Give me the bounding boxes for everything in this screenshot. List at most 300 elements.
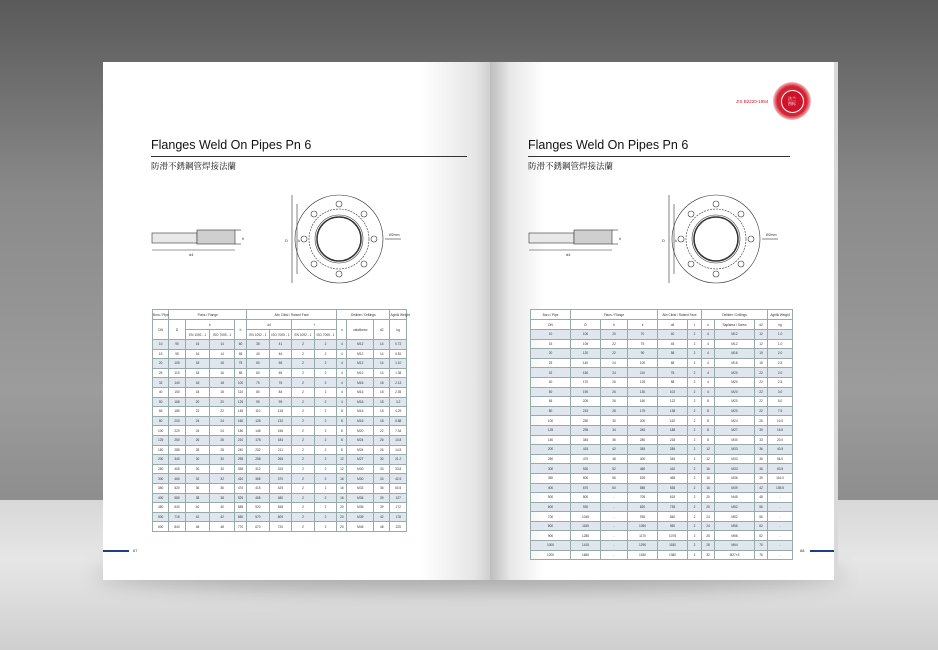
hdr-drillings: Delikler / Drillings (337, 310, 390, 320)
table-cell: 1075 (658, 531, 688, 541)
table-cell: M16 (715, 358, 755, 368)
table-cell: 200 (531, 445, 571, 455)
table-cell: 80 (247, 387, 270, 397)
table-cell: M36 (715, 473, 755, 483)
table-cell: 2 (688, 550, 702, 560)
table-row (531, 502, 793, 512)
table-cell: 125 (628, 377, 658, 387)
hdr-flange: Flans / Flange (571, 310, 658, 320)
table-row (531, 397, 793, 407)
table-cell: 250 (571, 416, 601, 426)
table-cell: 118 (269, 407, 292, 417)
table-row (531, 454, 793, 464)
table-cell: 36 (755, 445, 768, 455)
table-cell: 175 (628, 406, 658, 416)
table-cell: 670 (247, 522, 270, 532)
table-cell: - (768, 521, 793, 531)
table-cell: 148 (247, 426, 270, 436)
table-cell: 400 (628, 454, 658, 464)
table-cell: 26 (210, 435, 235, 445)
table-cell: 110 (628, 368, 658, 378)
table-row (153, 483, 407, 493)
table-cell: M64 (715, 541, 755, 551)
table-cell: M12 (347, 349, 374, 359)
table-cell: 2 (688, 435, 702, 445)
table-cell: 650 (234, 512, 246, 522)
table-cell: M24 (347, 435, 374, 445)
table-cell: 33 (374, 474, 390, 484)
flange-badge (773, 82, 811, 120)
table-cell: 120 (571, 349, 601, 359)
table-row (531, 377, 793, 387)
left-page (103, 62, 490, 580)
table-row (153, 445, 407, 455)
table-cell: 20 (601, 330, 628, 340)
table-cell: 14 (374, 359, 390, 369)
table-cell: 2 (688, 358, 702, 368)
label-d4: d4 (566, 252, 571, 257)
table-cell: 1000 (531, 541, 571, 551)
table-cell: 2 (292, 359, 315, 369)
table-cell: 42 (755, 483, 768, 493)
table-cell: 365 (247, 474, 270, 484)
table-cell: 312 (247, 464, 270, 474)
table-cell: 46 (269, 349, 292, 359)
table-cell: 585 (628, 483, 658, 493)
table-cell: 4 (337, 378, 347, 388)
table-cell: 16 (210, 368, 235, 378)
hdr-flange: Flans / Flange (169, 310, 247, 320)
table-cell: M27 (347, 455, 374, 465)
table-cell: M16 (347, 416, 374, 426)
table-cell: 2 (688, 425, 702, 435)
table-cell: 258 (247, 455, 270, 465)
table-cell: M30 (715, 435, 755, 445)
table-row (153, 464, 407, 474)
table-row (153, 359, 407, 369)
table-row (153, 387, 407, 397)
table-cell: 110 (247, 407, 270, 417)
table-cell: 2.0 (768, 368, 793, 378)
table-cell: 525 (628, 473, 658, 483)
table-cell: 18 (210, 387, 235, 397)
table-cell: 18 (185, 368, 210, 378)
table-row (153, 349, 407, 359)
table-cell: 100 (234, 378, 246, 388)
table-cell: 900 (531, 531, 571, 541)
table-cell: 250 (153, 464, 169, 474)
table-cell: 2 (292, 340, 315, 350)
hdr-k: k (628, 320, 658, 330)
table-cell: 150 (153, 445, 169, 455)
hdr-n: n (337, 320, 347, 340)
table-row (531, 425, 793, 435)
page-edge (834, 62, 838, 580)
table-cell: 60.5 (390, 483, 407, 493)
table-cell: 350 (153, 483, 169, 493)
table-cell: 2 (314, 503, 337, 513)
table-cell: 42 (185, 512, 210, 522)
table-cell: 465 (247, 493, 270, 503)
table-cell: 99 (269, 397, 292, 407)
flange-side-view (152, 230, 241, 250)
table-row (153, 435, 407, 445)
badge-inner (781, 90, 804, 113)
table-row (153, 503, 407, 513)
table-cell: M20 (715, 368, 755, 378)
table-cell: 14 (374, 368, 390, 378)
table-cell: 33.8 (390, 464, 407, 474)
table-cell: 32 (702, 550, 715, 560)
table-cell: 2 (292, 416, 315, 426)
table-cell: 225 (390, 522, 407, 532)
hdr-en-2: EN 1092 - 1 (247, 330, 270, 340)
table-cell: 4 (702, 387, 715, 397)
table-cell: 210 (234, 435, 246, 445)
table-cell: 8 (337, 407, 347, 417)
table-cell: 400 (531, 483, 571, 493)
table-cell: M33 (715, 464, 755, 474)
table-cell: 38 (210, 493, 235, 503)
table-cell: 26 (601, 377, 628, 387)
table-cell: - (768, 512, 793, 522)
table-cell: 1045 (571, 512, 601, 522)
page-title: Flanges Weld On Pipes Pn 6 (151, 138, 312, 152)
table-cell: 33 (755, 435, 768, 445)
table-cell: 178 (390, 512, 407, 522)
right-page (490, 62, 834, 580)
table-cell: 2 (314, 416, 337, 426)
table-row (531, 483, 793, 493)
table-cell: M24 (347, 445, 374, 455)
table-cell: 40 (247, 349, 270, 359)
table-cell: 150 (169, 387, 185, 397)
hdr-drillings: Delikler / Drillings (702, 310, 768, 320)
table-cell: M12 (715, 339, 755, 349)
flange-side-view (529, 230, 618, 250)
table-cell: 22 (755, 387, 768, 397)
table-cell: 18 (374, 378, 390, 388)
table-cell: 40 (531, 377, 571, 387)
table-cell: 62 (755, 521, 768, 531)
table-cell: 465 (658, 473, 688, 483)
table-cell: 2 (688, 541, 702, 551)
table-cell: - (768, 493, 793, 503)
table-cell: 220 (169, 426, 185, 436)
table-cell: 22 (755, 406, 768, 416)
table-cell: 211 (269, 445, 292, 455)
table-cell: 50 (531, 387, 571, 397)
table-cell: 56 (755, 502, 768, 512)
table-cell: 10.8 (390, 435, 407, 445)
hdr-en-1: EN 1092 - 1 (185, 330, 210, 340)
table-cell: M20 (715, 406, 755, 416)
table-cell: 75 (628, 339, 658, 349)
table-cell: 45 (658, 339, 688, 349)
label-D: D (285, 238, 288, 243)
table-cell: 2 (314, 464, 337, 474)
table-cell: M20 (715, 377, 755, 387)
table-cell: 84 (269, 387, 292, 397)
table-cell: 405 (169, 464, 185, 474)
table-cell: 18 (185, 359, 210, 369)
table-cell: 2 (314, 359, 337, 369)
table-cell: 25 (153, 368, 169, 378)
table-cell: 24 (210, 426, 235, 436)
flange-front-view (669, 195, 778, 283)
table-cell: 2.5 (768, 377, 793, 387)
table-cell: M30 (347, 474, 374, 484)
table-cell: M24 (715, 416, 755, 426)
table-cell: 600 (153, 522, 169, 532)
table-cell: 2 (314, 378, 337, 388)
table-cell: 4 (702, 358, 715, 368)
table-cell: 285 (169, 445, 185, 455)
page-number-bar (810, 550, 834, 552)
table-cell: 8 (702, 406, 715, 416)
table-cell: 22 (755, 377, 768, 387)
table-cell: 960 (658, 521, 688, 531)
title-rule (528, 156, 790, 157)
table-cell: 12 (755, 330, 768, 340)
table-cell: 28 (702, 531, 715, 541)
hdr-D: D (169, 320, 185, 340)
table-cell: 16 (702, 464, 715, 474)
table-cell: 39 (374, 493, 390, 503)
table-cell: 2 (688, 397, 702, 407)
table-cell: 22 (601, 349, 628, 359)
table-cell: 319 (269, 464, 292, 474)
table-cell: 600 (571, 473, 601, 483)
table-cell: 60 (601, 483, 628, 493)
table-cell: 295 (571, 425, 601, 435)
table-cell: 2 (292, 464, 315, 474)
table-cell: 32 (210, 474, 235, 484)
table-cell: 24 (185, 416, 210, 426)
table-row (531, 387, 793, 397)
table-cell: 2 (688, 521, 702, 531)
table-cell: 36 (755, 454, 768, 464)
table-row (153, 368, 407, 378)
table-cell: 580 (169, 493, 185, 503)
standard-label: JIS B2220-1984 (736, 99, 769, 104)
table-row (531, 493, 793, 503)
table-cell: 172 (390, 503, 407, 513)
table-cell: 20 (153, 359, 169, 369)
hdr-f: f (292, 320, 337, 330)
table-cell: 295 (234, 455, 246, 465)
table-cell: 56.0 (768, 454, 793, 464)
table-row (153, 340, 407, 350)
table-cell: 41 (269, 340, 292, 350)
table-cell: 24 (601, 368, 628, 378)
table-row (531, 531, 793, 541)
table-cell: 1665 (571, 550, 601, 560)
table-cell: 170 (571, 377, 601, 387)
table-cell: 400 (153, 493, 169, 503)
table-cell: 26 (601, 397, 628, 407)
table-cell: 16 (337, 483, 347, 493)
table-cell: 840 (169, 522, 185, 532)
table-cell: 14 (374, 349, 390, 359)
table-cell: 548 (269, 503, 292, 513)
table-cell: 12 (702, 454, 715, 464)
table-cell: 48 (210, 522, 235, 532)
table-cell: 2 (314, 435, 337, 445)
table-cell: 2 (314, 340, 337, 350)
table-cell: M12 (347, 368, 374, 378)
table-cell: 25 (531, 358, 571, 368)
table-cell: 720 (269, 522, 292, 532)
table-cell: 429 (269, 483, 292, 493)
table-cell: 26 (374, 445, 390, 455)
flange-front-view (292, 195, 401, 283)
table-cell: 18 (185, 387, 210, 397)
table-cell: 2 (314, 407, 337, 417)
table-cell: 178 (247, 435, 270, 445)
table-cell: 285 (658, 445, 688, 455)
table-cell: 2 (314, 368, 337, 378)
flange-drawing (149, 192, 409, 292)
table-cell: 1180 (658, 541, 688, 551)
table-cell: 30 (185, 464, 210, 474)
table-cell: 132 (269, 416, 292, 426)
table-cell: 1165 (571, 521, 601, 531)
table-cell: 20 (702, 493, 715, 503)
page-number-bar (103, 550, 129, 552)
table-cell: 10 (153, 340, 169, 350)
table-cell: 140 (169, 378, 185, 388)
table-cell: M39 (715, 483, 755, 493)
table-cell: 150 (531, 435, 571, 445)
table-row (531, 339, 793, 349)
table-cell: 16 (337, 474, 347, 484)
table-cell: 15 (755, 358, 768, 368)
page-subtitle: 防滑不銹鋼管焊接法蘭 (151, 161, 237, 171)
table-cell: 2.35 (390, 387, 407, 397)
table-cell: 32 (185, 474, 210, 484)
table-cell: 70 (755, 541, 768, 551)
table-cell: 8 (702, 425, 715, 435)
table-cell: 460 (169, 474, 185, 484)
table-cell: 156 (269, 426, 292, 436)
table-cell: 76 (269, 378, 292, 388)
table-cell: 26 (601, 387, 628, 397)
hdr-weight: Agirlik Weight (390, 310, 407, 320)
table-cell: 90 (169, 340, 185, 350)
table-cell: 2 (292, 512, 315, 522)
table-cell: 42 (601, 445, 628, 455)
table-cell: 40 (153, 387, 169, 397)
table-cell: M20 (715, 387, 755, 397)
table-cell: 250 (531, 454, 571, 464)
badge-line-2: 图标 (788, 101, 796, 106)
table-cell: 735 (658, 502, 688, 512)
table-cell: M36 (347, 493, 374, 503)
table-cell: M56 (715, 531, 755, 541)
table-cell: M33 (715, 445, 755, 455)
table-cell: 202 (247, 445, 270, 455)
table-cell: 1170 (628, 531, 658, 541)
table-cell: 7.5 (768, 406, 793, 416)
table-cell: M56 (715, 521, 755, 531)
table-cell: - (601, 550, 628, 560)
table-cell: 1200 (531, 550, 571, 560)
table-cell: 1.0 (768, 330, 793, 340)
table-cell: 800 (531, 521, 571, 531)
table-cell: 30 (210, 455, 235, 465)
table-cell: 670 (571, 483, 601, 493)
table-cell: 2 (688, 339, 702, 349)
hdr-d2: d2 (374, 320, 390, 340)
table-cell: 30 (601, 416, 628, 426)
hdr-raised-face: Alin Cikisi / Raised Face (247, 310, 337, 320)
spec-table (530, 309, 793, 560)
table-cell: 240 (234, 445, 246, 455)
table-cell: 535 (658, 483, 688, 493)
table-cell: 38 (185, 493, 210, 503)
table-cell: 105 (169, 359, 185, 369)
table-cell: M39 (347, 512, 374, 522)
table-cell: 1.38 (390, 368, 407, 378)
table-cell: 300 (153, 474, 169, 484)
table-cell: 4 (337, 397, 347, 407)
table-row (153, 512, 407, 522)
table-cell: 4 (702, 377, 715, 387)
hdr-f: f (688, 320, 702, 330)
table-cell: 2 (314, 483, 337, 493)
table-cell: 640 (169, 503, 185, 513)
table-cell: 32 (531, 368, 571, 378)
table-cell: 2 (688, 502, 702, 512)
table-cell: 770 (234, 522, 246, 532)
table-cell: 205 (571, 397, 601, 407)
table-cell: 56 (601, 473, 628, 483)
table-cell: 2 (292, 483, 315, 493)
hdr-D: D (571, 320, 601, 330)
table-cell: 2 (314, 512, 337, 522)
table-cell: - (768, 531, 793, 541)
table-cell: 340 (169, 455, 185, 465)
page-number: 67 (133, 548, 138, 553)
table-cell: 570 (247, 512, 270, 522)
table-cell: M27×3 (715, 550, 755, 560)
table-cell: M16 (347, 407, 374, 417)
table-cell: 930 (571, 502, 601, 512)
table-cell: M12 (347, 359, 374, 369)
table-cell: 450 (153, 503, 169, 513)
table-row (531, 512, 793, 522)
table-cell: 500 (531, 493, 571, 503)
label-k: k (298, 238, 300, 243)
table-cell: 21.2 (390, 455, 407, 465)
table-cell: 15 (531, 339, 571, 349)
table-cell: 840 (658, 512, 688, 522)
table-cell: 100 (571, 330, 601, 340)
table-cell: - (601, 502, 628, 512)
table-cell: M33 (715, 454, 755, 464)
table-cell: 28 (210, 445, 235, 455)
table-cell: 184 (269, 435, 292, 445)
table-cell: 1380 (658, 550, 688, 560)
table-cell: 4 (337, 368, 347, 378)
table-cell: - (601, 541, 628, 551)
table-cell: 105 (571, 339, 601, 349)
table-cell: 12 (755, 339, 768, 349)
table-cell: 100 (628, 358, 658, 368)
table-cell: 65 (269, 368, 292, 378)
table-cell: 155.5 (768, 483, 793, 493)
